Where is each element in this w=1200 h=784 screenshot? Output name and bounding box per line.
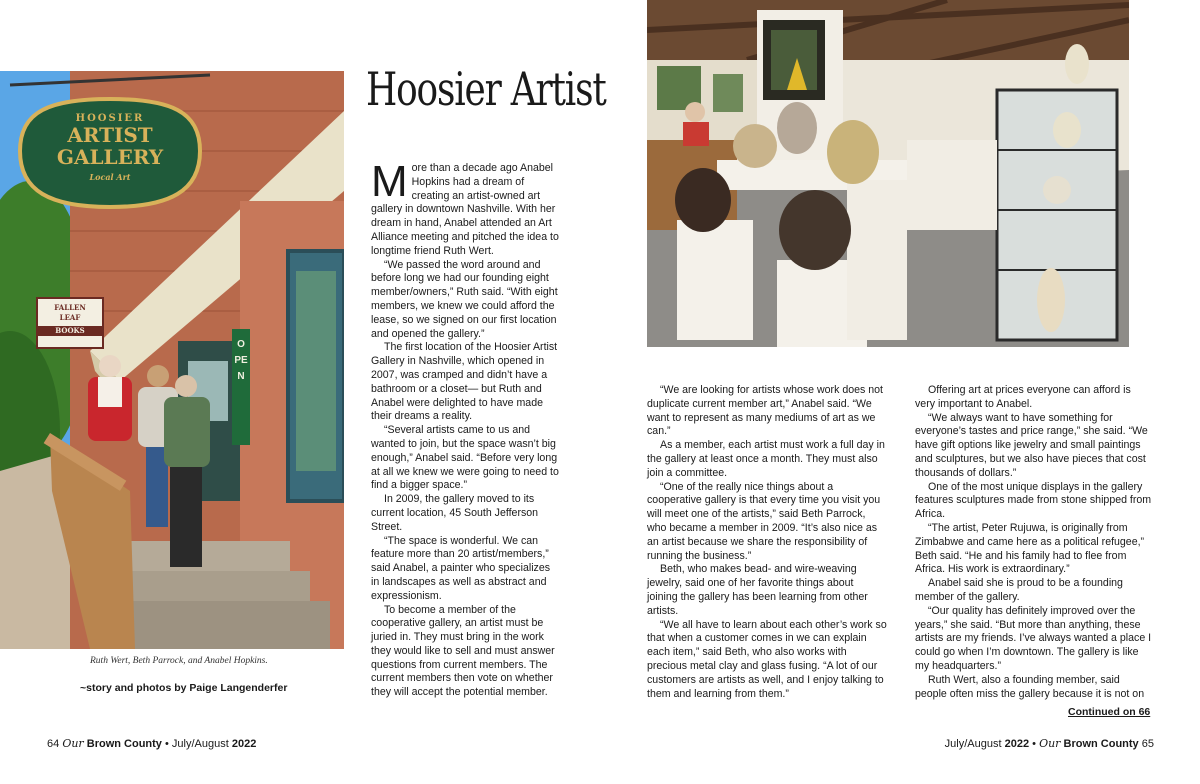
paragraph-1 bbox=[371, 157, 561, 259]
dropcap: M bbox=[371, 157, 408, 206]
article-headline: Hoosier Artist bbox=[366, 62, 606, 116]
open-sign: OPEN bbox=[234, 339, 248, 382]
article-column-1 bbox=[371, 157, 561, 700]
article-column-3 bbox=[915, 384, 1153, 701]
paragraph-14: “We always want to have something for everyone’s tastes and price range,” she said. “We have gift options like jewelry and small paintings and sculptures, but we also have pieces that cost thousands of dollars.” bbox=[915, 411, 1148, 479]
paragraph-15: One of the most unique displays in the gallery features sculptures made from stone shipped from Africa. bbox=[915, 480, 1152, 521]
paragraph-2: “We passed the word around and before long we had our founding eight member/owners,” Ruth said. “With eight members, we knew we could afford the lease, so we signed on our first location and opened the gallery.” bbox=[371, 258, 558, 340]
paragraph-3: The first location of the Hoosier Artist Gallery in Nashville, which opened in 2007, was cramped and didn’t have a bathroom or a closet— but Ruth and Anabel were delighted to have made their dreams a reality. bbox=[371, 341, 558, 423]
paragraph-8: “We are looking for artists whose work does not duplicate current member art,” Anabel said. “We want to represent as many mediums of art as we can.” bbox=[647, 384, 883, 438]
sign-line-3: GALLERY bbox=[56, 145, 164, 169]
gallery-exterior-photo bbox=[0, 71, 344, 649]
footer-right bbox=[945, 737, 1154, 750]
books-sign-line-3: BOOKS bbox=[38, 326, 102, 336]
byline: ~story and photos by Paige Langenderfer bbox=[80, 682, 288, 694]
continued-link[interactable]: Continued on 66 bbox=[1068, 706, 1151, 718]
page-number-left: 64 bbox=[47, 738, 60, 750]
magazine-our-right: Our bbox=[1039, 737, 1061, 750]
footer-sep-right: • bbox=[1032, 738, 1037, 750]
footer-sep-left: • bbox=[164, 738, 169, 750]
paragraph-11: Beth, who makes bead- and wire-weaving jewelry, said one of her favorite things about joining the gallery has been learning from other artists. bbox=[647, 563, 868, 617]
paragraph-1-text: ore than a decade ago Anabel Hopkins had a dream of creating an artist-owned art gallery in downtown Nashville. With her dream in hand, Anabel attended an Art Alliance meeting and pitched the idea to longtime friend Ruth Wert. bbox=[371, 162, 559, 257]
magazine-name-right: Brown County bbox=[1063, 738, 1139, 750]
paragraph-4: “Several artists came to us and wanted to join, but the space wasn’t big enough,” Anabel said. “Before very long at all we knew we were going to need to find a bigger space.” bbox=[371, 424, 559, 492]
paragraph-9: As a member, each artist must work a full day in the gallery at least once a month. They must also join a committee. bbox=[647, 439, 885, 479]
page-number-right: 65 bbox=[1141, 738, 1154, 750]
gallery-interior-photo bbox=[647, 0, 1129, 347]
sign-line-1: HOOSIER bbox=[75, 113, 145, 124]
paragraph-13: Offering art at prices everyone can afford is very important to Anabel. bbox=[915, 384, 1131, 410]
magazine-our-left: Our bbox=[62, 737, 84, 750]
issue-left: July/August bbox=[171, 738, 229, 750]
paragraph-7: To become a member of the cooperative gallery, an artist must be juried in. They must bring in the work they would like to sell and must answer questions from current members. The current members then vote on whether they will accept the potential member. bbox=[371, 603, 555, 699]
paragraph-19: Ruth Wert, also a founding member, said people often miss the gallery because it is not on bbox=[915, 673, 1145, 700]
paragraph-16: “The artist, Peter Rujuwa, is originally from Zimbabwe and came here as a political refugee,” Beth said. “He and his family had to flee from Africa. His work is extraordinary.” bbox=[915, 521, 1145, 576]
paragraph-18: “Our quality has definitely improved over the years,” she said. “But more than anything, these artists are my friends. I’ve always wanted a place I could go when I’m downtown. The gallery is like my headquarters.” bbox=[915, 604, 1152, 672]
sign-line-2: ARTIST bbox=[67, 123, 153, 147]
books-sign-line-2: LEAF bbox=[59, 313, 81, 322]
paragraph-12: “We all have to learn about each other’s work so that when a customer comes in we can explain each item,” said Beth, who also works with precious metal clay and glass fusing. “A lot of our customers are artists as well, and I enjoy talking to them and learning from them.” bbox=[647, 618, 887, 700]
paragraph-17: Anabel said she is proud to be a founding member of the gallery. bbox=[915, 577, 1123, 603]
hoosier-artist-gallery-sign bbox=[10, 91, 210, 213]
paragraph-6: “The space is wonderful. We can feature more than 20 artist/members,” said Anabel, a painter who specializes in landscapes as well as abstract and expressionism. bbox=[371, 534, 551, 602]
magazine-name-left: Brown County bbox=[86, 738, 162, 750]
issue-right: July/August bbox=[944, 738, 1002, 750]
year-right: 2022 bbox=[1004, 738, 1030, 750]
paragraph-10: “One of the really nice things about a cooperative gallery is that every time you visit you will meet one of the artists,” said Beth Parrock, who became a member in 2009. “It’s also nice as an artist because we share the responsibility of running the business.” bbox=[647, 480, 881, 562]
year-left: 2022 bbox=[231, 738, 257, 750]
footer-left bbox=[47, 737, 256, 750]
fallen-leaf-books-sign bbox=[36, 297, 104, 349]
sign-tag: Local Art bbox=[89, 172, 131, 182]
article-column-2 bbox=[647, 384, 887, 701]
photo-caption: Ruth Wert, Beth Parrock, and Anabel Hopkins. bbox=[90, 656, 268, 666]
paragraph-5: In 2009, the gallery moved to its current location, 45 South Jefferson Street. bbox=[371, 493, 539, 533]
books-sign-line-1: FALLEN bbox=[54, 303, 86, 312]
